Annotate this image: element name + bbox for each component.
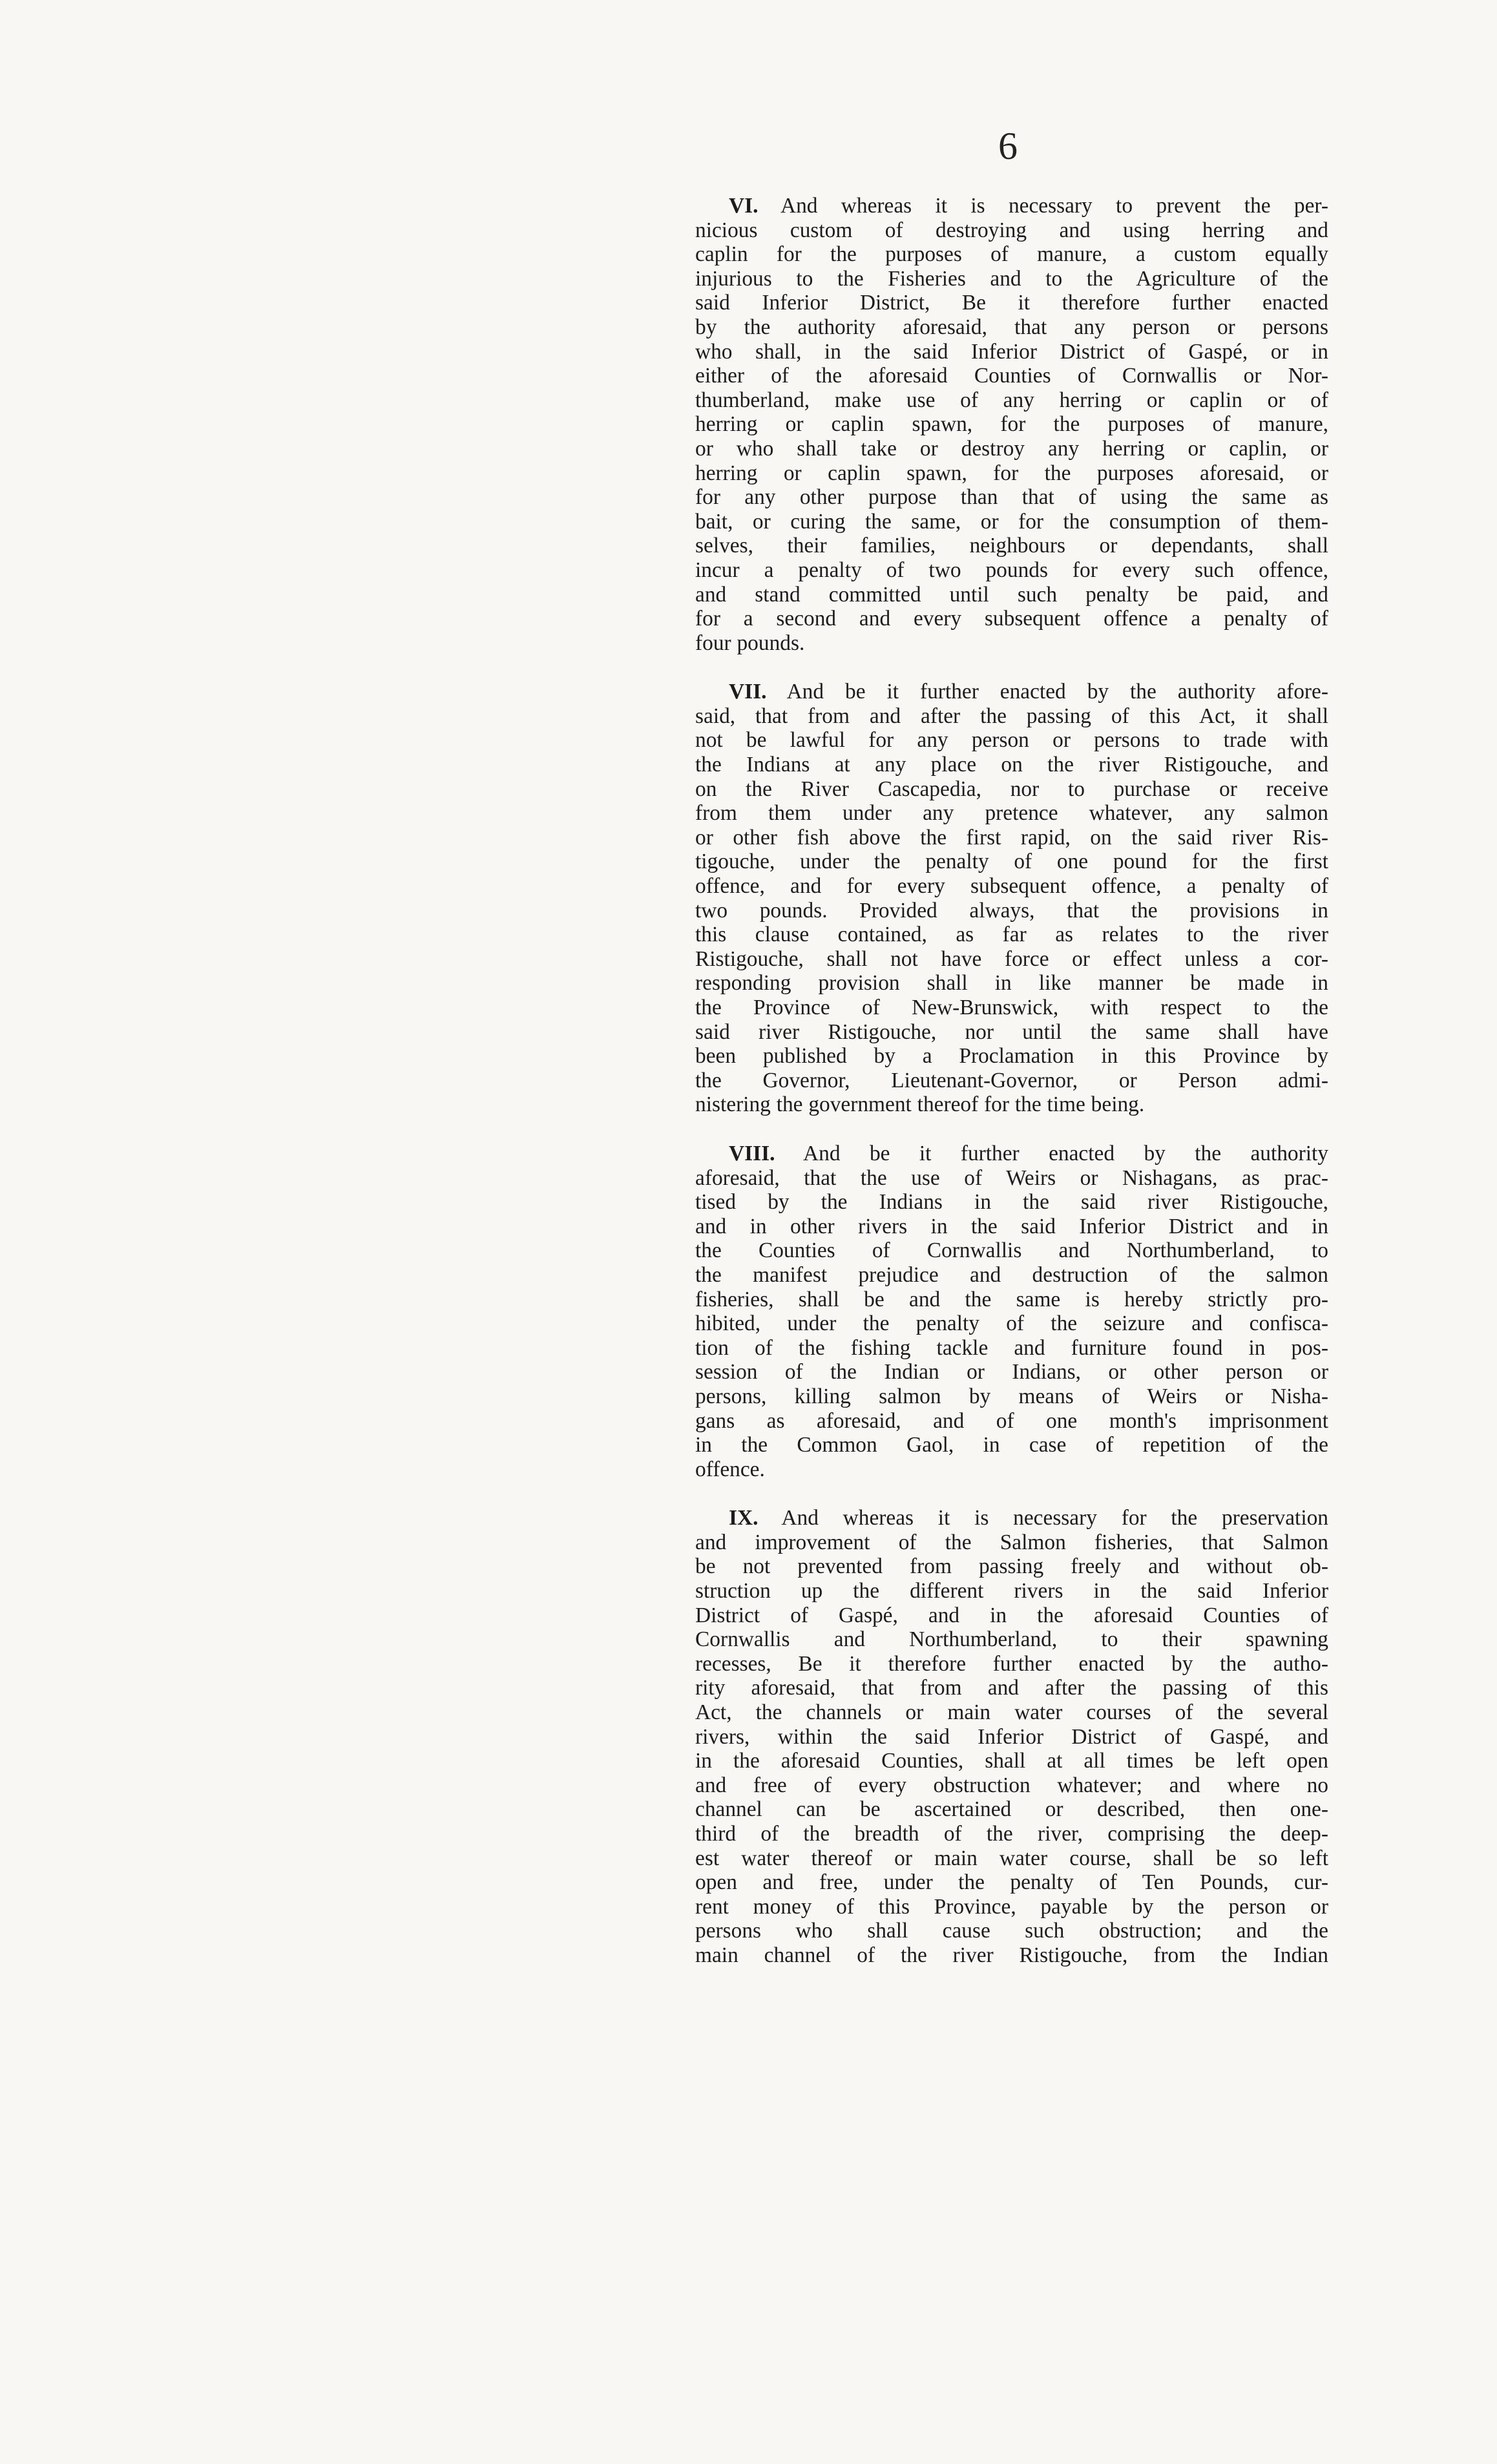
- section-vi-line: either of the aforesaid Counties of Cornwallis or Nor-: [695, 364, 1328, 388]
- section-vi-line: herring or caplin spawn, for the purposes aforesaid, or: [695, 461, 1328, 485]
- section-viii-line: in the Common Gaol, in case of repetition of the: [695, 1433, 1328, 1457]
- section-viii-line: hibited, under the penalty of the seizure and confisca-: [695, 1311, 1328, 1336]
- section-vii-line: offence, and for every subsequent offence, a penalty of: [695, 874, 1328, 899]
- section-viii: [695, 1142, 1328, 1481]
- section-ix-line: main channel of the river Ristigouche, from the Indian: [695, 1943, 1328, 1967]
- section-vi-line: caplin for the purposes of manure, a custom equally: [695, 242, 1328, 267]
- section-vii: [695, 680, 1328, 1117]
- section-vii-line: responding provision shall in like manner be made in: [695, 971, 1328, 996]
- section-vii-line: nistering the government thereof for the time being.: [695, 1092, 1145, 1117]
- section-vii-line: two pounds. Provided always, that the provisions in: [695, 898, 1328, 923]
- section-vi-line: herring or caplin spawn, for the purposes of manure,: [695, 412, 1328, 437]
- section-vi: [695, 194, 1328, 655]
- section-ix-line: rent money of this Province, payable by the person or: [695, 1894, 1328, 1919]
- section-ix-line: third of the breadth of the river, comprising the deep-: [695, 1822, 1328, 1846]
- section-vii-line: the Province of New-Brunswick, with respect to the: [695, 996, 1328, 1019]
- section-ix-line: recesses, Be it therefore further enacted by the autho-: [695, 1651, 1328, 1676]
- section-vi-line: who shall, in the said Inferior District of Gaspé, or in: [695, 339, 1328, 364]
- section-vii-line: the Governor, Lieutenant-Governor, or Person admi-: [695, 1068, 1328, 1092]
- section-viii-line: tion of the fishing tackle and furniture found in pos-: [695, 1335, 1328, 1360]
- section-vii-line: the Indians at any place on the river Ristigouche, and: [695, 753, 1328, 777]
- section-numeral: VIII.: [729, 1141, 775, 1165]
- section-viii-line: persons, killing salmon by means of Weirs or Nisha-: [695, 1384, 1328, 1408]
- section-vi-line: by the authority aforesaid, that any person or persons: [695, 315, 1328, 339]
- section-numeral: IX.: [729, 1506, 759, 1530]
- section-vii-line: said, that from and after the passing of this Act, it shall: [695, 704, 1328, 728]
- section-vi-line: for a second and every subsequent offence a penalty of: [695, 607, 1328, 631]
- section-ix-line: rivers, within the said Inferior District of Gaspé, and: [695, 1724, 1328, 1749]
- section-ix-line: persons who shall cause such obstruction; and the: [695, 1919, 1328, 1943]
- section-ix-line: District of Gaspé, and in the aforesaid Counties of: [695, 1603, 1328, 1627]
- section-vi-line: nicious custom of destroying and using herring and: [695, 218, 1328, 242]
- section-vi-line: bait, or curing the same, or for the consumption of them-: [695, 509, 1328, 534]
- section-vii-line: been published by a Proclamation in this Province by: [695, 1044, 1328, 1069]
- section-ix-line: rity aforesaid, that from and after the passing of this: [695, 1676, 1328, 1700]
- section-viii-line: and in other rivers in the said Inferior District and in: [695, 1214, 1328, 1238]
- section-ix-line: in the aforesaid Counties, shall at all times be left open: [695, 1749, 1328, 1773]
- section-vii-line: Ristigouche, shall not have force or effect unless a cor-: [695, 946, 1328, 971]
- section-vii-line: said river Ristigouche, nor until the same shall have: [695, 1019, 1328, 1044]
- section-vi-line: injurious to the Fisheries and to the Agriculture of the: [695, 266, 1328, 291]
- section-viii-line: the manifest prejudice and destruction of the salmon: [695, 1262, 1328, 1287]
- section-vi-line: thumberland, make use of any herring or caplin or of: [695, 388, 1328, 412]
- section-ix: [695, 1506, 1328, 1967]
- section-viii-line: tised by the Indians in the said river Ristigouche,: [695, 1190, 1328, 1215]
- section-ix-line: channel can be ascertained or described, then one-: [695, 1797, 1328, 1822]
- section-numeral: VI.: [729, 194, 759, 218]
- section-ix-line: est water thereof or main water course, shall be so left: [695, 1846, 1328, 1870]
- section-ix-line: Cornwallis and Northumberland, to their spawning: [695, 1627, 1328, 1652]
- section-ix-line: open and free, under the penalty of Ten Pounds, cur-: [695, 1870, 1328, 1895]
- section-vii-line: this clause contained, as far as relates to the river: [695, 923, 1328, 947]
- section-vii-line: VII. And be it further enacted by the authority afore-: [729, 680, 1328, 704]
- section-vi-line: said Inferior District, Be it therefore further enacted: [695, 291, 1328, 315]
- document-body: [695, 194, 1328, 1968]
- section-viii-line: offence.: [695, 1457, 765, 1481]
- section-viii-line: session of the Indian or Indians, or other person or: [695, 1360, 1328, 1384]
- section-vii-line: from them under any pretence whatever, any salmon: [695, 801, 1328, 826]
- section-vii-line: not be lawful for any person or persons to trade with: [695, 728, 1328, 753]
- section-vi-line: four pounds.: [695, 631, 805, 655]
- section-vi-line: incur a penalty of two pounds for every such offence,: [695, 558, 1328, 582]
- section-ix-line: struction up the different rivers in the said Inferior: [695, 1579, 1328, 1603]
- section-ix-line: IX. And whereas it is necessary for the preservation: [729, 1506, 1328, 1530]
- section-vi-line: or who shall take or destroy any herring or caplin, or: [695, 436, 1328, 461]
- section-ix-line: and free of every obstruction whatever; and where no: [695, 1773, 1328, 1797]
- section-ix-line: be not prevented from passing freely and without ob-: [695, 1554, 1328, 1579]
- section-viii-line: fisheries, shall be and the same is hereby strictly pro-: [695, 1287, 1328, 1311]
- section-viii-line: aforesaid, that the use of Weirs or Nishagans, as prac-: [695, 1165, 1328, 1190]
- section-vii-line: or other fish above the first rapid, on the said river Ris-: [695, 825, 1328, 850]
- section-ix-line: Act, the channels or main water courses of the several: [695, 1700, 1328, 1725]
- section-vi-line: for any other purpose than that of using the same as: [695, 485, 1328, 510]
- section-numeral: VII.: [729, 680, 767, 704]
- section-viii-line: VIII. And be it further enacted by the authority: [729, 1141, 1328, 1165]
- section-vi-line: VI. And whereas it is necessary to prevent the per-: [729, 194, 1328, 218]
- section-vii-line: tigouche, under the penalty of one pound for the first: [695, 850, 1328, 874]
- section-ix-line: and improvement of the Salmon fisheries, that Salmon: [695, 1530, 1328, 1554]
- section-vi-line: and stand committed until such penalty be paid, and: [695, 582, 1328, 607]
- page-number: 6: [998, 125, 1018, 167]
- section-viii-line: gans as aforesaid, and of one month's imprisonment: [695, 1408, 1328, 1433]
- section-vi-line: selves, their families, neighbours or dependants, shall: [695, 534, 1328, 558]
- section-viii-line: the Counties of Cornwallis and Northumberland, to: [695, 1238, 1328, 1263]
- section-vii-line: on the River Cascapedia, nor to purchase or receive: [695, 777, 1328, 801]
